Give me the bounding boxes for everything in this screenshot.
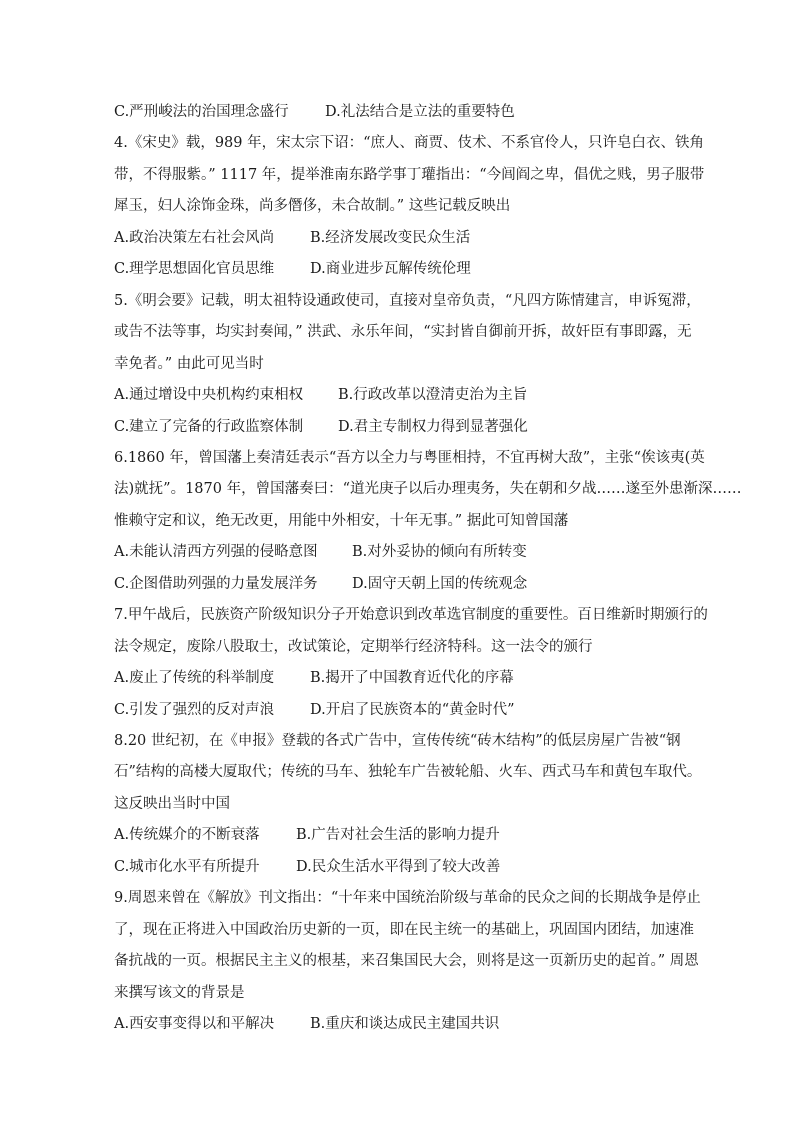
q9-option-b: B.重庆和谈达成民主建国共识 bbox=[310, 1016, 500, 1032]
option-c-prev: C.严刑峻法的治国理念盛行 bbox=[114, 104, 289, 120]
q9-stem-line3: 备抗战的一页。根据民主主义的根基，来召集国民大会，则将是这一页新历史的起首。” 周恩 bbox=[114, 953, 699, 969]
q6-option-b: B.对外妥协的倾向有所转变 bbox=[352, 544, 527, 560]
q4-option-b: B.经济发展改变民众生活 bbox=[310, 230, 471, 246]
q7-option-c: C.引发了强烈的反对声浪 bbox=[114, 702, 275, 718]
q8-stem-line1: 8.20 世纪初，在《申报》登载的各式广告中，宣传传统“砖木结构”的低层房屋广告被“钢 bbox=[114, 733, 681, 749]
q6-option-d: D.固守天朝上国的传统观念 bbox=[352, 576, 528, 592]
q5-option-d: D.君主专制权力得到显著强化 bbox=[338, 419, 528, 435]
q8-option-a: A.传统媒介的不断衰落 bbox=[114, 827, 260, 843]
q5-stem-line1: 5.《明会要》记载，明太祖特设通政使司，直接对皇帝负责，“凡四方陈情建言，申诉冤滞， bbox=[114, 293, 701, 309]
q5-stem-line3: 幸免者。” 由此可见当时 bbox=[114, 356, 264, 372]
q7-stem-line1: 7.甲午战后，民族资产阶级知识分子开始意识到改革选官制度的重要性。百日维新时期颁行的 bbox=[114, 607, 708, 623]
q9-stem-line4: 来撰写该文的背景是 bbox=[114, 985, 245, 1001]
q5-option-a: A.通过增设中央机构约束相权 bbox=[114, 387, 304, 403]
option-d-prev: D.礼法结合是立法的重要特色 bbox=[325, 104, 515, 120]
q6-stem-line2: 法)就抚”。1870 年，曾国藩奏曰：“道光庚子以后办理夷务，失在朝和夕战……遂至外患渐深…… bbox=[114, 481, 742, 497]
q8-option-d: D.民众生活水平得到了较大改善 bbox=[296, 859, 501, 875]
q8-stem-line2: 石”结构的高楼大厦取代；传统的马车、独轮车广告被轮船、火车、西式马车和黄包车取代。 bbox=[114, 764, 702, 780]
q4-option-d: D.商业进步瓦解传统伦理 bbox=[310, 261, 471, 277]
q4-option-c: C.理学思想固化官员思维 bbox=[114, 261, 275, 277]
q5-option-b: B.行政改革以澄清吏治为主旨 bbox=[338, 387, 528, 403]
q5-stem-line2: 或告不法等事，均实封奏闻，” 洪武、永乐年间，“实封皆自御前开拆，故奸臣有事即露，无 bbox=[114, 324, 692, 340]
q8-option-b: B.广告对社会生活的影响力提升 bbox=[296, 827, 500, 843]
q9-stem-line2: 了，现在正将进入中国政治历史新的一页，即在民主统一的基础上，巩固国内团结，加速准 bbox=[114, 922, 694, 938]
q6-stem-line1: 6.1860 年，曾国藩上奏清廷表示“吾方以全力与粤匪相持，不宜再树大敌”，主张“俟该夷(英 bbox=[114, 450, 705, 466]
q5-option-c: C.建立了完备的行政监察体制 bbox=[114, 419, 304, 435]
q4-option-a: A.政治决策左右社会风尚 bbox=[114, 230, 275, 246]
q9-option-a: A.西安事变得以和平解决 bbox=[114, 1016, 275, 1032]
q6-option-c: C.企图借助列强的力量发展洋务 bbox=[114, 576, 318, 592]
q7-option-b: B.揭开了中国教育近代化的序幕 bbox=[310, 670, 514, 686]
q8-stem-line3: 这反映出当时中国 bbox=[114, 796, 230, 812]
q6-option-a: A.未能认清西方列强的侵略意图 bbox=[114, 544, 318, 560]
q9-stem-line1: 9.周恩来曾在《解放》刊文指出：“十年来中国统治阶级与革命的民众之间的长期战争是停止 bbox=[114, 890, 701, 906]
q7-option-a: A.废止了传统的科举制度 bbox=[114, 670, 275, 686]
q4-stem-line1: 4.《宋史》载，989 年，宋太宗下诏：“庶人、商贾、伎术、不系官伶人，只许皂白衣、铁角 bbox=[114, 135, 705, 151]
q7-option-d: D.开启了民族资本的“黄金时代” bbox=[310, 702, 515, 718]
q8-option-c: C.城市化水平有所提升 bbox=[114, 859, 260, 875]
q4-stem-line2: 带，不得服紫。” 1117 年，提举淮南东路学事丁瓘指出：“今闾阎之卑，倡优之贱，男子服带 bbox=[114, 167, 705, 183]
q7-stem-line2: 法令规定，废除八股取士，改试策论，定期举行经济特科。这一法令的颁行 bbox=[114, 639, 593, 655]
q4-stem-line3: 犀玉，妇人涂饰金珠，尚多僭侈，未合故制。” 这些记载反映出 bbox=[114, 198, 511, 214]
q6-stem-line3: 惟赖守定和议，绝无改更，用能中外相安，十年无事。” 据此可知曾国藩 bbox=[114, 513, 569, 529]
